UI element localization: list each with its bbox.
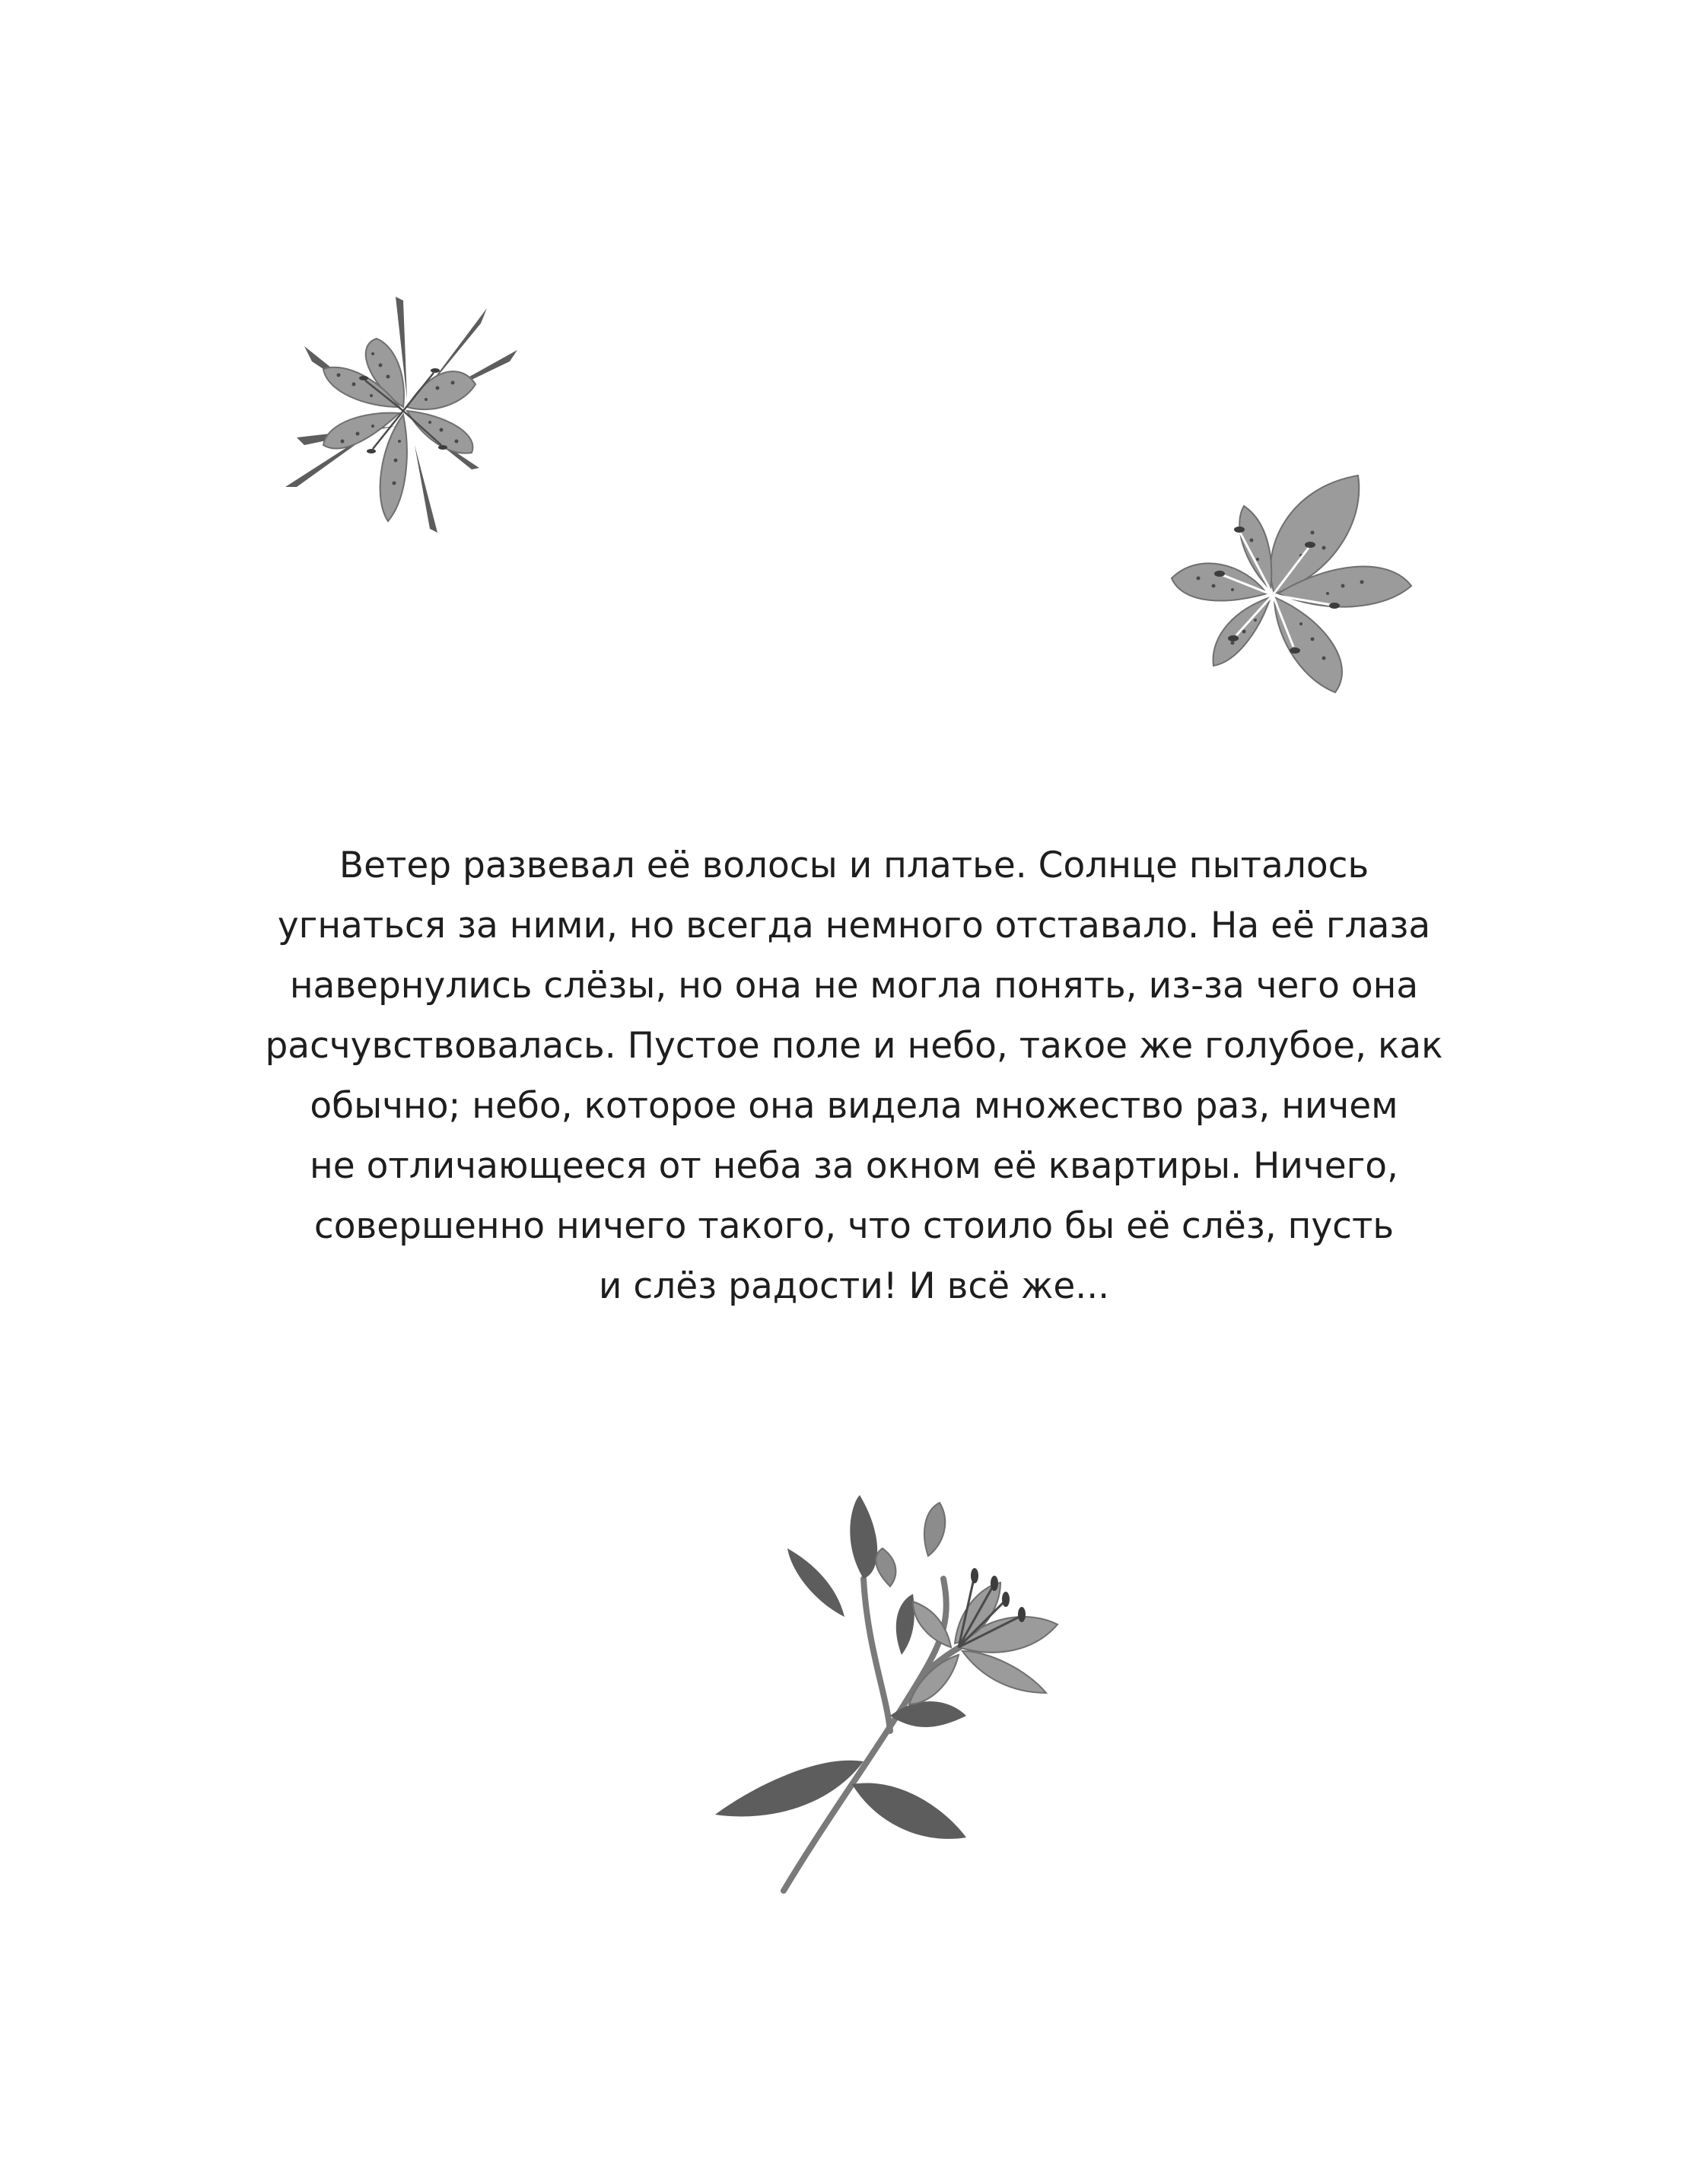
passage-line: угнаться за ними, но всегда немного отставало. На её глаза bbox=[277, 905, 1431, 946]
passage-line: обычно; небо, которое она видела множество раз, ничем bbox=[310, 1085, 1398, 1127]
passage-line: и слёз радости! И всё же... bbox=[598, 1265, 1110, 1307]
passage-line: навернулись слёзы, но она не могла понять, из-за чего она bbox=[289, 965, 1419, 1007]
passage-line: расчувствовалась. Пустое поле и небо, такое же голубое, как bbox=[265, 1025, 1443, 1067]
story-passage bbox=[228, 835, 1480, 1316]
passage-line: совершенно ничего такого, что стоило бы её слёз, пусть bbox=[313, 1205, 1395, 1247]
lily-stem-with-blossom-icon bbox=[700, 1487, 1126, 1914]
passage-line: не отличающееся от неба за окном её квартиры. Ничего, bbox=[310, 1145, 1398, 1187]
tiger-lily-flower-icon bbox=[1168, 472, 1419, 700]
tiger-lily-with-leaves-icon bbox=[281, 293, 533, 552]
passage-line: Ветер развевал её волосы и платье. Солнце пыталось bbox=[339, 845, 1369, 886]
